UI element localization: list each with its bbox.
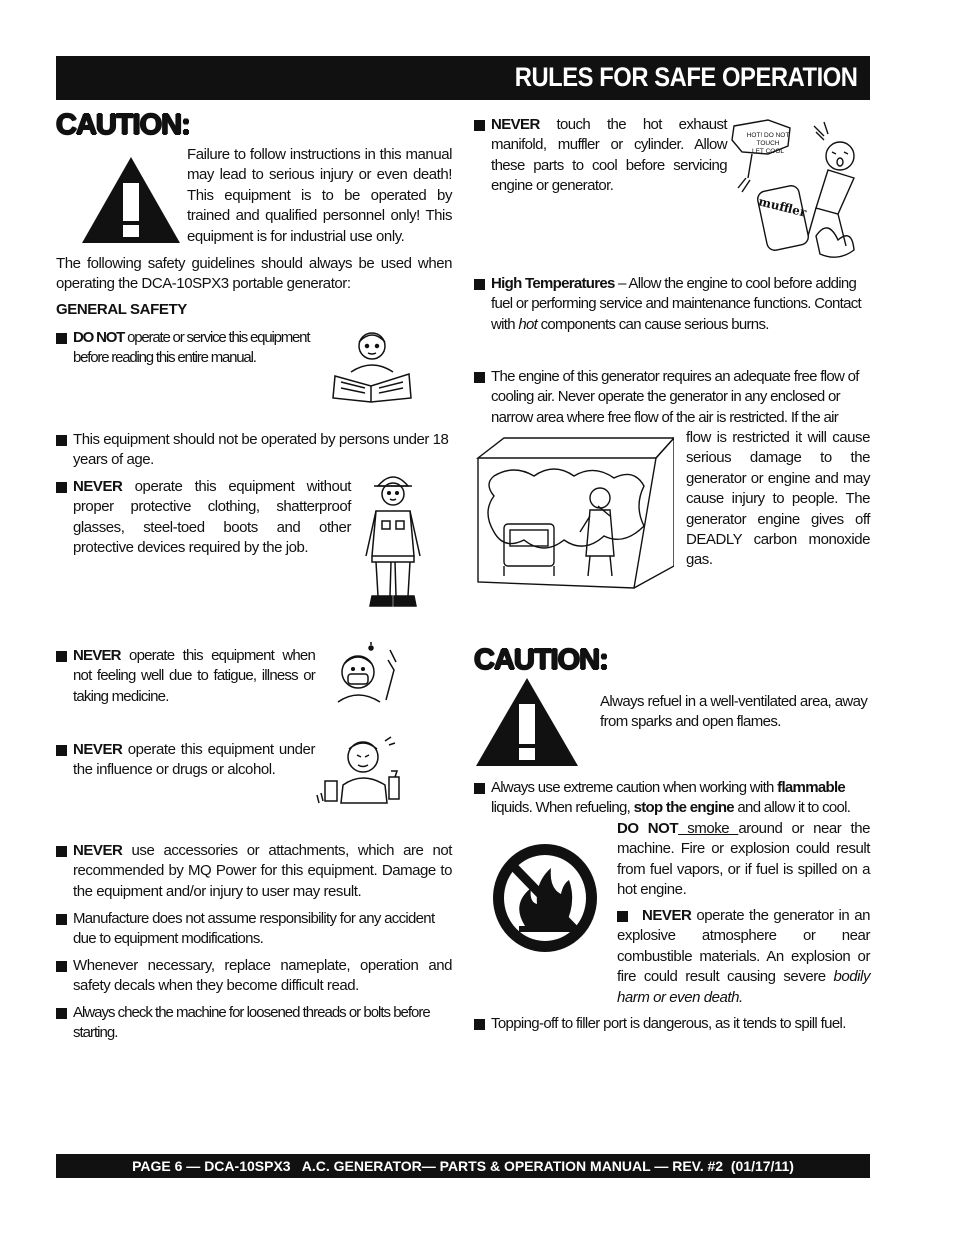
bullet-square-icon bbox=[56, 745, 67, 756]
bullet-under-18-text: This equipment should not be operated by persons under 18 years of age. bbox=[73, 431, 449, 469]
bullet-explosive-text bbox=[617, 906, 870, 1008]
worker-ppe-illustration bbox=[360, 466, 426, 611]
caution-heading-left: CAUTION: bbox=[56, 109, 190, 141]
bullet-emphasis-2: stop the engine bbox=[633, 799, 734, 817]
bullet-square-icon bbox=[474, 120, 485, 131]
bullet-responsibility-text: Manufacture does not assume responsibility for any accident due to equipment modifications. bbox=[73, 910, 435, 948]
bullet-body-2: components can cause serious burns. bbox=[537, 315, 769, 333]
bullet-body: – Allow the engine to cool before adding fuel or performing service and maintenance functions. Contact with bbox=[491, 275, 862, 333]
bullet-emphasis: NEVER bbox=[491, 116, 540, 133]
sign-line-1: HOT! DO NOT bbox=[746, 132, 790, 139]
bullet-body: operate this equipment under the influence or drugs or alcohol. bbox=[73, 741, 315, 779]
smoke-underline: smoke bbox=[678, 820, 739, 837]
bullet-body: operate the generator in an explosive atmosphere or near combustible materials. An explosion or fire could result causing severe bbox=[617, 907, 870, 986]
warning-triangle-icon bbox=[80, 155, 182, 245]
bullet-italic: hot bbox=[518, 315, 538, 333]
sick-worker-illustration bbox=[330, 640, 410, 708]
bullet-emphasis: DO NOT bbox=[73, 329, 125, 346]
bullet-square-icon bbox=[474, 783, 485, 794]
muffler-label: muffler bbox=[757, 194, 808, 220]
reading-manual-illustration bbox=[327, 328, 417, 404]
caution-heading-right: CAUTION: bbox=[474, 644, 608, 676]
bullet-loosened-text: Always check the machine for loosened threads or bolts before starting. bbox=[73, 1004, 430, 1042]
bullet-read-manual-text bbox=[73, 328, 346, 369]
no-open-flame-icon bbox=[491, 842, 599, 954]
bullet-fatigue-text bbox=[73, 646, 315, 707]
bullet-emphasis: NEVER bbox=[73, 842, 123, 859]
bullet-emphasis: NEVER bbox=[73, 478, 123, 495]
muffler-warning-sign bbox=[742, 132, 794, 156]
bullet-square-icon bbox=[56, 651, 67, 662]
bullet-square-icon bbox=[56, 482, 67, 493]
page-title: RULES FOR SAFE OPERATION bbox=[515, 62, 858, 92]
caution-text-left: Failure to follow instructions in this manual may lead to serious injury or even death! This equipment is to be operated by trained and qualified personnel only! This equipment is for industrial use only. bbox=[187, 146, 452, 245]
bullet-body: operate this equipment without proper protective clothing, shatterproof glasses, steel-toed boots and other protective devices required by the job. bbox=[73, 478, 351, 557]
bullet-nameplate-text: Whenever necessary, replace nameplate, operation and safety decals when they become difficult read. bbox=[73, 957, 452, 995]
bullet-square-icon bbox=[56, 435, 67, 446]
intoxicated-worker-illustration bbox=[315, 735, 413, 807]
page-footer-bar bbox=[56, 1154, 870, 1178]
sign-line-2: TOUCH bbox=[756, 140, 780, 147]
bullet-square-icon bbox=[56, 1008, 67, 1019]
bullet-square-icon bbox=[474, 279, 485, 290]
bullet-body: operate this equipment when not feeling well due to fatigue, illness or taking medicine. bbox=[73, 647, 315, 705]
bullet-square-icon bbox=[56, 846, 67, 857]
bullet-flammable-text bbox=[491, 778, 870, 819]
bullet-square-icon bbox=[474, 1019, 485, 1030]
bullet-square-icon bbox=[474, 372, 485, 383]
bullet-body: Always use extreme caution when working with bbox=[491, 779, 778, 796]
caution-text-right: Always refuel in a well-ventilated area, away from sparks and open flames. bbox=[600, 693, 868, 731]
bullet-drugs-text bbox=[73, 740, 315, 781]
bullet-square-icon bbox=[56, 333, 67, 344]
no-smoking-body: around or near the machine. Fire or explosion could result from fuel vapors, or if fuel is spilled on a hot engine. bbox=[617, 820, 870, 899]
hot-muffler-illustration bbox=[728, 118, 870, 268]
bullet-hot-parts-text bbox=[491, 115, 727, 197]
bullet-emphasis: NEVER bbox=[73, 741, 123, 758]
cooling-air-continuation: flow is restricted it will cause serious damage to the generator or engine and may cause injury to people. The generator engine gives off DEADLY carbon monoxide gas. bbox=[686, 429, 870, 569]
bullet-high-temp-text bbox=[491, 274, 870, 335]
intro-paragraph: The following safety guidelines should always be used when operating the DCA-10SPX3 portable generator: bbox=[56, 255, 452, 293]
bullet-body: touch the hot exhaust manifold, muffler or cylinder. Allow these parts to cool before servicing engine or generator. bbox=[491, 116, 727, 195]
footer-text: PAGE 6 — DCA-10SPX3 A.C. GENERATOR— PARTS & OPERATION MANUAL — REV. #2 (01/17/11) bbox=[132, 1158, 794, 1174]
bullet-body: use accessories or attachments, which are not recommended by MQ Power for this equipment. Damage to the equipment and/or injury to user may result. bbox=[73, 842, 452, 900]
no-smoking-paragraph bbox=[617, 819, 870, 901]
bullet-body-2: liquids. When refueling, bbox=[491, 799, 634, 817]
do-not-emphasis: DO NOT bbox=[617, 820, 679, 837]
bullet-emphasis: flammable bbox=[777, 779, 846, 796]
bullet-emphasis: High Temperatures bbox=[491, 275, 615, 292]
bullet-emphasis: NEVER bbox=[73, 647, 121, 664]
bullet-italic: bodily harm or even death. bbox=[617, 968, 870, 1006]
bullet-protective-text bbox=[73, 477, 351, 559]
bullet-emphasis: NEVER bbox=[642, 907, 692, 924]
enclosed-area-illustration bbox=[474, 436, 674, 596]
sign-line-3: LET COOL bbox=[751, 148, 785, 155]
general-safety-heading: GENERAL SAFETY bbox=[56, 301, 187, 318]
bullet-cooling-air-text: The engine of this generator requires an adequate free flow of cooling air. Never operate the generator in any enclosed or narrow area where free flow of the air is restricted. If the air bbox=[491, 368, 859, 426]
bullet-accessories-text bbox=[73, 841, 452, 902]
bullet-square-icon bbox=[56, 914, 67, 925]
bullet-body-3: and allow it to cool. bbox=[733, 799, 851, 817]
bullet-square-icon bbox=[56, 961, 67, 972]
bullet-topping-text: Topping-off to filler port is dangerous, as it tends to spill fuel. bbox=[491, 1015, 846, 1032]
bullet-body: operate or service this equipment before reading this entire manual. bbox=[73, 329, 310, 367]
warning-triangle-icon bbox=[474, 676, 580, 768]
page-header-bar bbox=[56, 56, 870, 100]
